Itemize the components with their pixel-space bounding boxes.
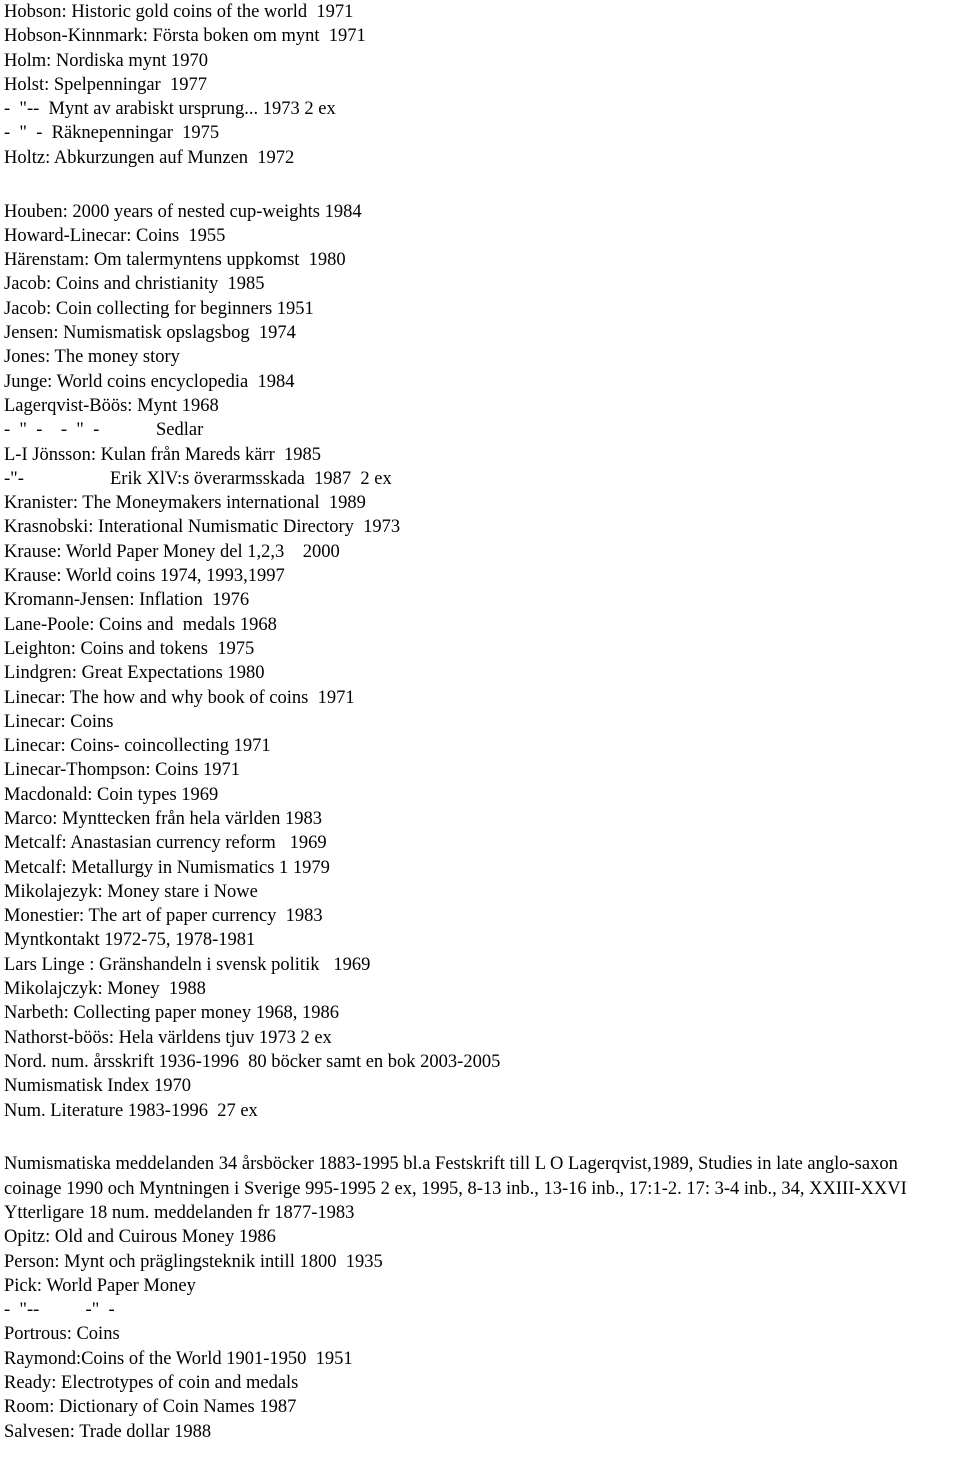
list-item: Krause: World Paper Money del 1,2,3 2000 xyxy=(4,541,340,562)
list-item: Raymond:Coins of the World 1901-1950 1951 xyxy=(4,1348,353,1369)
list-item: Houben: 2000 years of nested cup-weights 1984 xyxy=(4,201,362,222)
ditto-marks: -"- xyxy=(4,468,24,489)
list-item: - " - Räknepenningar 1975 xyxy=(4,123,220,144)
list-item: Linecar: The how and why book of coins 1971 xyxy=(4,687,355,708)
list-item: Mikolajezyk: Money stare i Nowe xyxy=(4,881,258,902)
list-item: Macdonald: Coin types 1969 xyxy=(4,784,219,805)
list-item: Pick: World Paper Money xyxy=(4,1275,196,1296)
book-list-document xyxy=(4,0,956,1444)
list-item: Myntkontakt 1972-75, 1978-1981 xyxy=(4,930,256,951)
list-item: Kromann-Jensen: Inflation 1976 xyxy=(4,590,250,611)
list-item: Jensen: Numismatisk opslagsbog 1974 xyxy=(4,323,296,344)
list-item: Hobson-Kinnmark: Första boken om mynt 1971 xyxy=(4,26,366,47)
list-item: Room: Dictionary of Coin Names 1987 xyxy=(4,1397,297,1418)
list-item: Leighton: Coins and tokens 1975 xyxy=(4,638,255,659)
list-item: Numismatisk Index 1970 xyxy=(4,1076,192,1097)
list-item: Nathorst-böös: Hela världens tjuv 1973 2 ex xyxy=(4,1027,332,1048)
entries-group-d xyxy=(4,1201,956,1444)
ditto-marks: - " - - " - xyxy=(4,420,100,441)
list-item: Portrous: Coins xyxy=(4,1324,120,1345)
list-item: Jones: The money story xyxy=(4,347,180,368)
list-item: Linecar: Coins xyxy=(4,711,114,732)
entries-group-c xyxy=(4,491,956,1123)
list-item: Hobson: Historic gold coins of the world 1971 xyxy=(4,2,354,22)
list-item: Härenstam: Om talermyntens uppkomst 1980 xyxy=(4,250,346,271)
list-item: Linecar: Coins- coincollecting 1971 xyxy=(4,736,271,757)
list-item xyxy=(4,418,956,442)
list-item-text: Sedlar xyxy=(156,420,204,441)
list-item: Person: Mynt och präglingsteknik intill 1800 1935 xyxy=(4,1251,383,1272)
list-item: Jacob: Coins and christianity 1985 xyxy=(4,274,265,295)
entries-group-b xyxy=(4,200,956,492)
list-item: Holst: Spelpenningar 1977 xyxy=(4,74,207,95)
list-item: Marco: Mynttecken från hela världen 1983 xyxy=(4,809,322,829)
list-item: Mikolajczyk: Money 1988 xyxy=(4,979,206,1000)
list-item: Metcalf: Metallurgy in Numismatics 1 1979 xyxy=(4,857,330,878)
list-item: Junge: World coins encyclopedia 1984 xyxy=(4,371,295,392)
list-item: Narbeth: Collecting paper money 1968, 1986 xyxy=(4,1003,339,1024)
list-item: Lagerqvist-Böös: Mynt 1968 xyxy=(4,395,219,416)
list-item: Lane-Poole: Coins and medals 1968 xyxy=(4,614,277,635)
list-item: Krasnobski: Interational Numismatic Directory 1973 xyxy=(4,517,401,538)
entries-group-a xyxy=(4,0,956,170)
list-item: Jacob: Coin collecting for beginners 1951 xyxy=(4,298,314,319)
list-item: Num. Literature 1983-1996 27 ex xyxy=(4,1100,258,1121)
list-item xyxy=(4,467,956,491)
list-item: Holm: Nordiska mynt 1970 xyxy=(4,50,209,71)
list-item: Linecar-Thompson: Coins 1971 xyxy=(4,760,240,781)
list-item: Krause: World coins 1974, 1993,1997 xyxy=(4,566,285,587)
list-item: Salvesen: Trade dollar 1988 xyxy=(4,1421,212,1442)
list-item: L-I Jönsson: Kulan från Mareds kärr 1985 xyxy=(4,444,321,465)
list-item: Kranister: The Moneymakers international 1989 xyxy=(4,493,366,514)
list-item: Holtz: Abkurzungen auf Munzen 1972 xyxy=(4,147,295,168)
list-item: Lindgren: Great Expectations 1980 xyxy=(4,663,265,684)
list-item: Lars Linge : Gränshandeln i svensk politik 1969 xyxy=(4,954,371,975)
list-item: - "-- -" - xyxy=(4,1300,115,1321)
list-item: Howard-Linecar: Coins 1955 xyxy=(4,225,226,246)
list-item: Ytterligare 18 num. meddelanden fr 1877-1983 xyxy=(4,1202,355,1223)
list-item: Opitz: Old and Cuirous Money 1986 xyxy=(4,1227,276,1248)
numismatiska-paragraph: Numismatiska meddelanden 34 årsböcker 1883-1995 bl.a Festskrift till L O Lagerqvist,1989, Studies in late anglo-saxon coinage 1990 och Myntningen i Sverige 995-1995 2 ex, 1995, 8-13 inb., 13-16 inb., 17:1-2. 17: 3-4 inb., 34, XXIII-XXVI xyxy=(4,1154,907,1199)
list-item: Monestier: The art of paper currency 1983 xyxy=(4,906,323,927)
list-item: Ready: Electrotypes of coin and medals xyxy=(4,1373,299,1394)
list-item: Nord. num. årsskrift 1936-1996 80 böcker samt en bok 2003-2005 xyxy=(4,1051,501,1072)
list-item-text: Erik XlV:s överarmsskada 1987 2 ex xyxy=(110,468,392,489)
list-item: - "-- Mynt av arabiskt ursprung... 1973 2 ex xyxy=(4,99,336,120)
list-item: Metcalf: Anastasian currency reform 1969 xyxy=(4,833,327,854)
